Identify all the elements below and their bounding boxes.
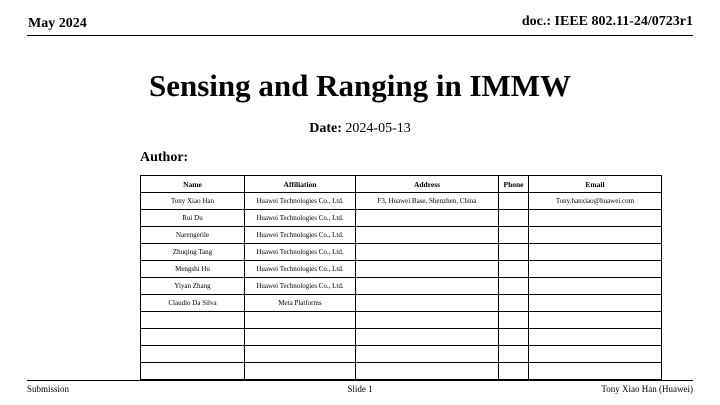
cell-affiliation: Huawei Technologies Co., Ltd. <box>245 193 356 210</box>
table-row <box>141 210 662 227</box>
cell-phone <box>499 261 529 278</box>
column-header-affiliation: Affiliation <box>245 176 356 193</box>
cell-phone <box>499 295 529 312</box>
table-row <box>141 261 662 278</box>
cell-affiliation: Huawei Technologies Co., Ltd. <box>245 210 356 227</box>
cell-name: Tony Xiao Han <box>141 193 245 210</box>
cell-email <box>529 363 662 380</box>
table-row <box>141 227 662 244</box>
cell-name: Yiyan Zhang <box>141 278 245 295</box>
cell-address <box>356 244 499 261</box>
cell-email <box>529 312 662 329</box>
cell-affiliation: Huawei Technologies Co., Ltd. <box>245 261 356 278</box>
cell-email: Tony.hanxiao@huawei.com <box>529 193 662 210</box>
cell-address <box>356 210 499 227</box>
cell-name: Zhuqing Tang <box>141 244 245 261</box>
table-row <box>141 295 662 312</box>
column-header-email: Email <box>529 176 662 193</box>
cell-phone <box>499 329 529 346</box>
cell-affiliation <box>245 329 356 346</box>
table-row <box>141 193 662 210</box>
cell-email <box>529 210 662 227</box>
cell-address <box>356 329 499 346</box>
cell-email <box>529 227 662 244</box>
cell-phone <box>499 312 529 329</box>
cell-phone <box>499 346 529 363</box>
cell-phone <box>499 210 529 227</box>
column-header-name: Name <box>141 176 245 193</box>
header-divider <box>27 35 693 36</box>
cell-name <box>141 312 245 329</box>
cell-name: Narengerile <box>141 227 245 244</box>
cell-phone <box>499 363 529 380</box>
cell-affiliation: Meta Platforms <box>245 295 356 312</box>
table-row <box>141 244 662 261</box>
cell-address <box>356 278 499 295</box>
footer-slide-number: Slide 1 <box>347 384 373 394</box>
cell-name: Claudio Da Silva <box>141 295 245 312</box>
footer-presenter: Tony Xiao Han (Huawei) <box>601 384 693 394</box>
cell-affiliation: Huawei Technologies Co., Ltd. <box>245 227 356 244</box>
cell-affiliation <box>245 346 356 363</box>
date-label: Date: <box>309 121 342 136</box>
cell-email <box>529 244 662 261</box>
cell-address <box>356 363 499 380</box>
table-row <box>141 329 662 346</box>
cell-email <box>529 329 662 346</box>
cell-address <box>356 261 499 278</box>
header-doc-id: doc.: IEEE 802.11-24/0723r1 <box>521 14 693 29</box>
table-row <box>141 278 662 295</box>
table-row <box>141 312 662 329</box>
cell-phone <box>499 193 529 210</box>
cell-phone <box>499 227 529 244</box>
cell-affiliation: Huawei Technologies Co., Ltd. <box>245 278 356 295</box>
cell-name <box>141 363 245 380</box>
date-line <box>0 121 720 137</box>
cell-address <box>356 346 499 363</box>
cell-address: F3, Huawei Base, Shenzhen, China <box>356 193 499 210</box>
cell-email <box>529 295 662 312</box>
cell-phone <box>499 278 529 295</box>
date-value: 2024-05-13 <box>341 121 411 136</box>
author-heading: Author: <box>140 150 189 165</box>
author-table <box>140 175 662 380</box>
column-header-address: Address <box>356 176 499 193</box>
cell-email <box>529 346 662 363</box>
table-row <box>141 363 662 380</box>
slide-title: Sensing and Ranging in IMMW <box>148 68 572 103</box>
cell-phone <box>499 244 529 261</box>
cell-address <box>356 312 499 329</box>
table-row <box>141 346 662 363</box>
footer-divider <box>27 380 693 381</box>
cell-name <box>141 346 245 363</box>
footer-submission: Submission <box>27 384 70 394</box>
cell-email <box>529 261 662 278</box>
cell-name: Mengshi Hu <box>141 261 245 278</box>
cell-address <box>356 295 499 312</box>
cell-affiliation: Huawei Technologies Co., Ltd. <box>245 244 356 261</box>
cell-affiliation <box>245 363 356 380</box>
table-header-row <box>141 176 662 193</box>
column-header-phone: Phone <box>499 176 529 193</box>
cell-email <box>529 278 662 295</box>
cell-name: Rui Du <box>141 210 245 227</box>
header-date: May 2024 <box>28 16 87 31</box>
cell-affiliation <box>245 312 356 329</box>
cell-address <box>356 227 499 244</box>
cell-name <box>141 329 245 346</box>
